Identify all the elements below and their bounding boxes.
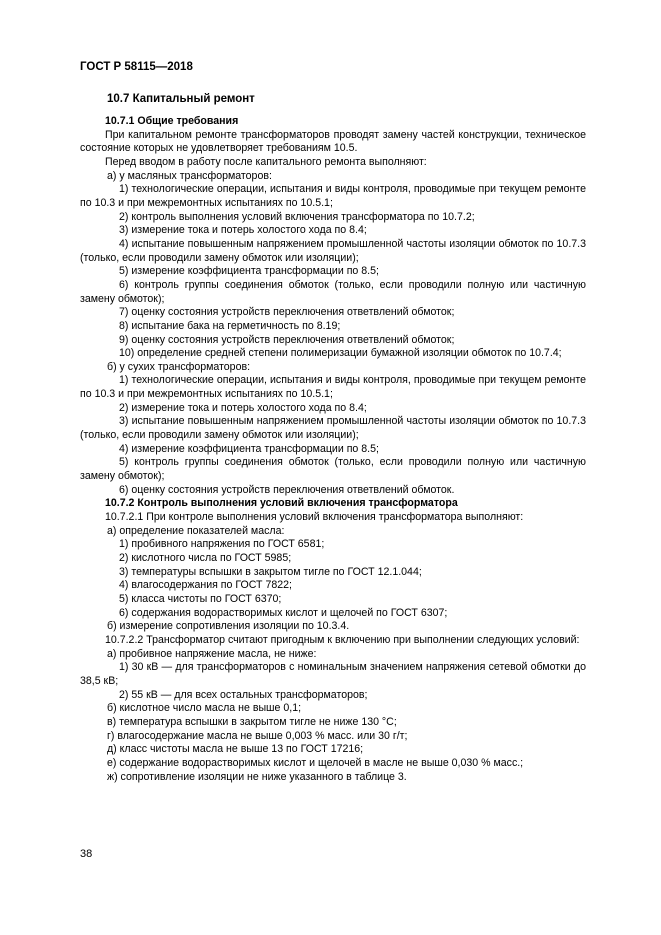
paragraph: 3) температуры вспышки в закрытом тигле по ГОСТ 12.1.044; (119, 565, 422, 578)
paragraph: д) класс чистоты масла не выше 13 по ГОСТ 17216; (107, 743, 364, 756)
paragraph: б) кислотное число масла не выше 0,1; (107, 702, 302, 715)
paragraph: е) содержание водорастворимых кислот и щелочей в масле не выше 0,030 % масс.; (107, 756, 524, 769)
paragraph: 4) измерение коэффициента трансформации по 8.5; (119, 442, 379, 455)
paragraph: 6) контроль группы соединения обмоток (только, если проводили полную или частичную замену обмоток); (80, 278, 586, 305)
paragraph: ж) сопротивление изоляции не ниже указанного в таблице 3. (107, 770, 407, 783)
paragraph: 7) оценку состояния устройств переключения ответвлений обмоток; (119, 306, 455, 319)
document-body (80, 115, 586, 784)
paragraph: а) определение показателей масла: (107, 524, 285, 537)
paragraph: 1) пробивного напряжения по ГОСТ 6581; (119, 538, 325, 551)
paragraph: 5) контроль группы соединения обмоток (только, если проводили полную или частичную замену обмоток); (80, 456, 586, 483)
paragraph: г) влагосодержание масла не выше 0,003 % масс. или 30 г/т; (107, 729, 408, 742)
section-title: 10.7 Капитальный ремонт (107, 93, 255, 105)
paragraph: 10.7.2.2 Трансформатор считают пригодным к включению при выполнении следующих условий: (105, 633, 580, 646)
paragraph: 6) оценку состояния устройств переключения ответвлений обмоток. (119, 483, 455, 496)
paragraph: 1) технологические операции, испытания и виды контроля, проводимые при текущем ремонте по 10.3 и при межремонтных испытаниях по 10.5.1; (80, 183, 586, 209)
paragraph: 2) контроль выполнения условий включения трансформатора по 10.7.2; (119, 210, 475, 223)
paragraph: б) у сухих трансформаторов: (107, 360, 251, 373)
paragraph: При капитальном ремонте трансформаторов проводят замену частей конструкции, техническое состояние которых не удовлетворяет требованиям 10.5. (80, 128, 586, 155)
paragraph: б) измерение сопротивления изоляции по 10.3.4. (107, 620, 350, 633)
paragraph: а) пробивное напряжение масла, не ниже: (107, 647, 317, 660)
paragraph: 2) кислотного числа по ГОСТ 5985; (119, 552, 292, 564)
paragraph: 6) содержания водорастворимых кислот и щелочей по ГОСТ 6307; (119, 606, 448, 619)
paragraph: 10) определение средней степени полимеризации бумажной изоляции обмоток по 10.7.4; (119, 347, 562, 360)
paragraph: Перед вводом в работу после капитального ремонта выполняют: (105, 155, 427, 168)
paragraph: 3) испытание повышенным напряжением промышленной частоты изоляции обмоток по 10.7.3 (только, если проводили замену обмоток или изоляции); (80, 415, 586, 442)
paragraph: 4) испытание повышенным напряжением промышленной частоты изоляции обмоток по 10.7.3 (только, если проводили замену обмоток или изоляции); (80, 237, 586, 264)
paragraph: 4) влагосодержания по ГОСТ 7822; (119, 579, 292, 592)
paragraph: 5) измерение коэффициента трансформации по 8.5; (119, 265, 379, 278)
paragraph: 8) испытание бака на герметичность по 8.19; (119, 319, 341, 332)
paragraph: 2) 55 кВ — для всех остальных трансформаторов; (119, 688, 368, 701)
paragraph: 10.7.2.1 При контроле выполнения условий включения трансформатора выполняют: (105, 511, 524, 524)
document-header: ГОСТ Р 58115—2018 (80, 61, 193, 73)
subsection-heading: 10.7.2 Контроль выполнения условий включения трансформатора (105, 497, 458, 510)
paragraph: 2) измерение тока и потерь холостого хода по 8.4; (119, 401, 367, 414)
paragraph: в) температура вспышки в закрытом тигле не ниже 130 °С; (107, 715, 397, 728)
subsection-heading: 10.7.1 Общие требования (105, 115, 239, 127)
paragraph: а) у масляных трансформаторов: (107, 169, 272, 182)
paragraph: 9) оценку состояния устройств переключения ответвлений обмоток; (119, 333, 455, 346)
paragraph: 1) 30 кВ — для трансформаторов с номинальным значением напряжения сетевой обмотки до 38,5 кВ; (80, 661, 586, 687)
page-number: 38 (80, 848, 93, 860)
paragraph: 1) технологические операции, испытания и виды контроля, проводимые при текущем ремонте по 10.3 и при межремонтных испытаниях по 10.5.1; (80, 374, 586, 401)
paragraph: 3) измерение тока и потерь холостого хода по 8.4; (119, 224, 367, 237)
paragraph: 5) класса чистоты по ГОСТ 6370; (119, 592, 282, 605)
